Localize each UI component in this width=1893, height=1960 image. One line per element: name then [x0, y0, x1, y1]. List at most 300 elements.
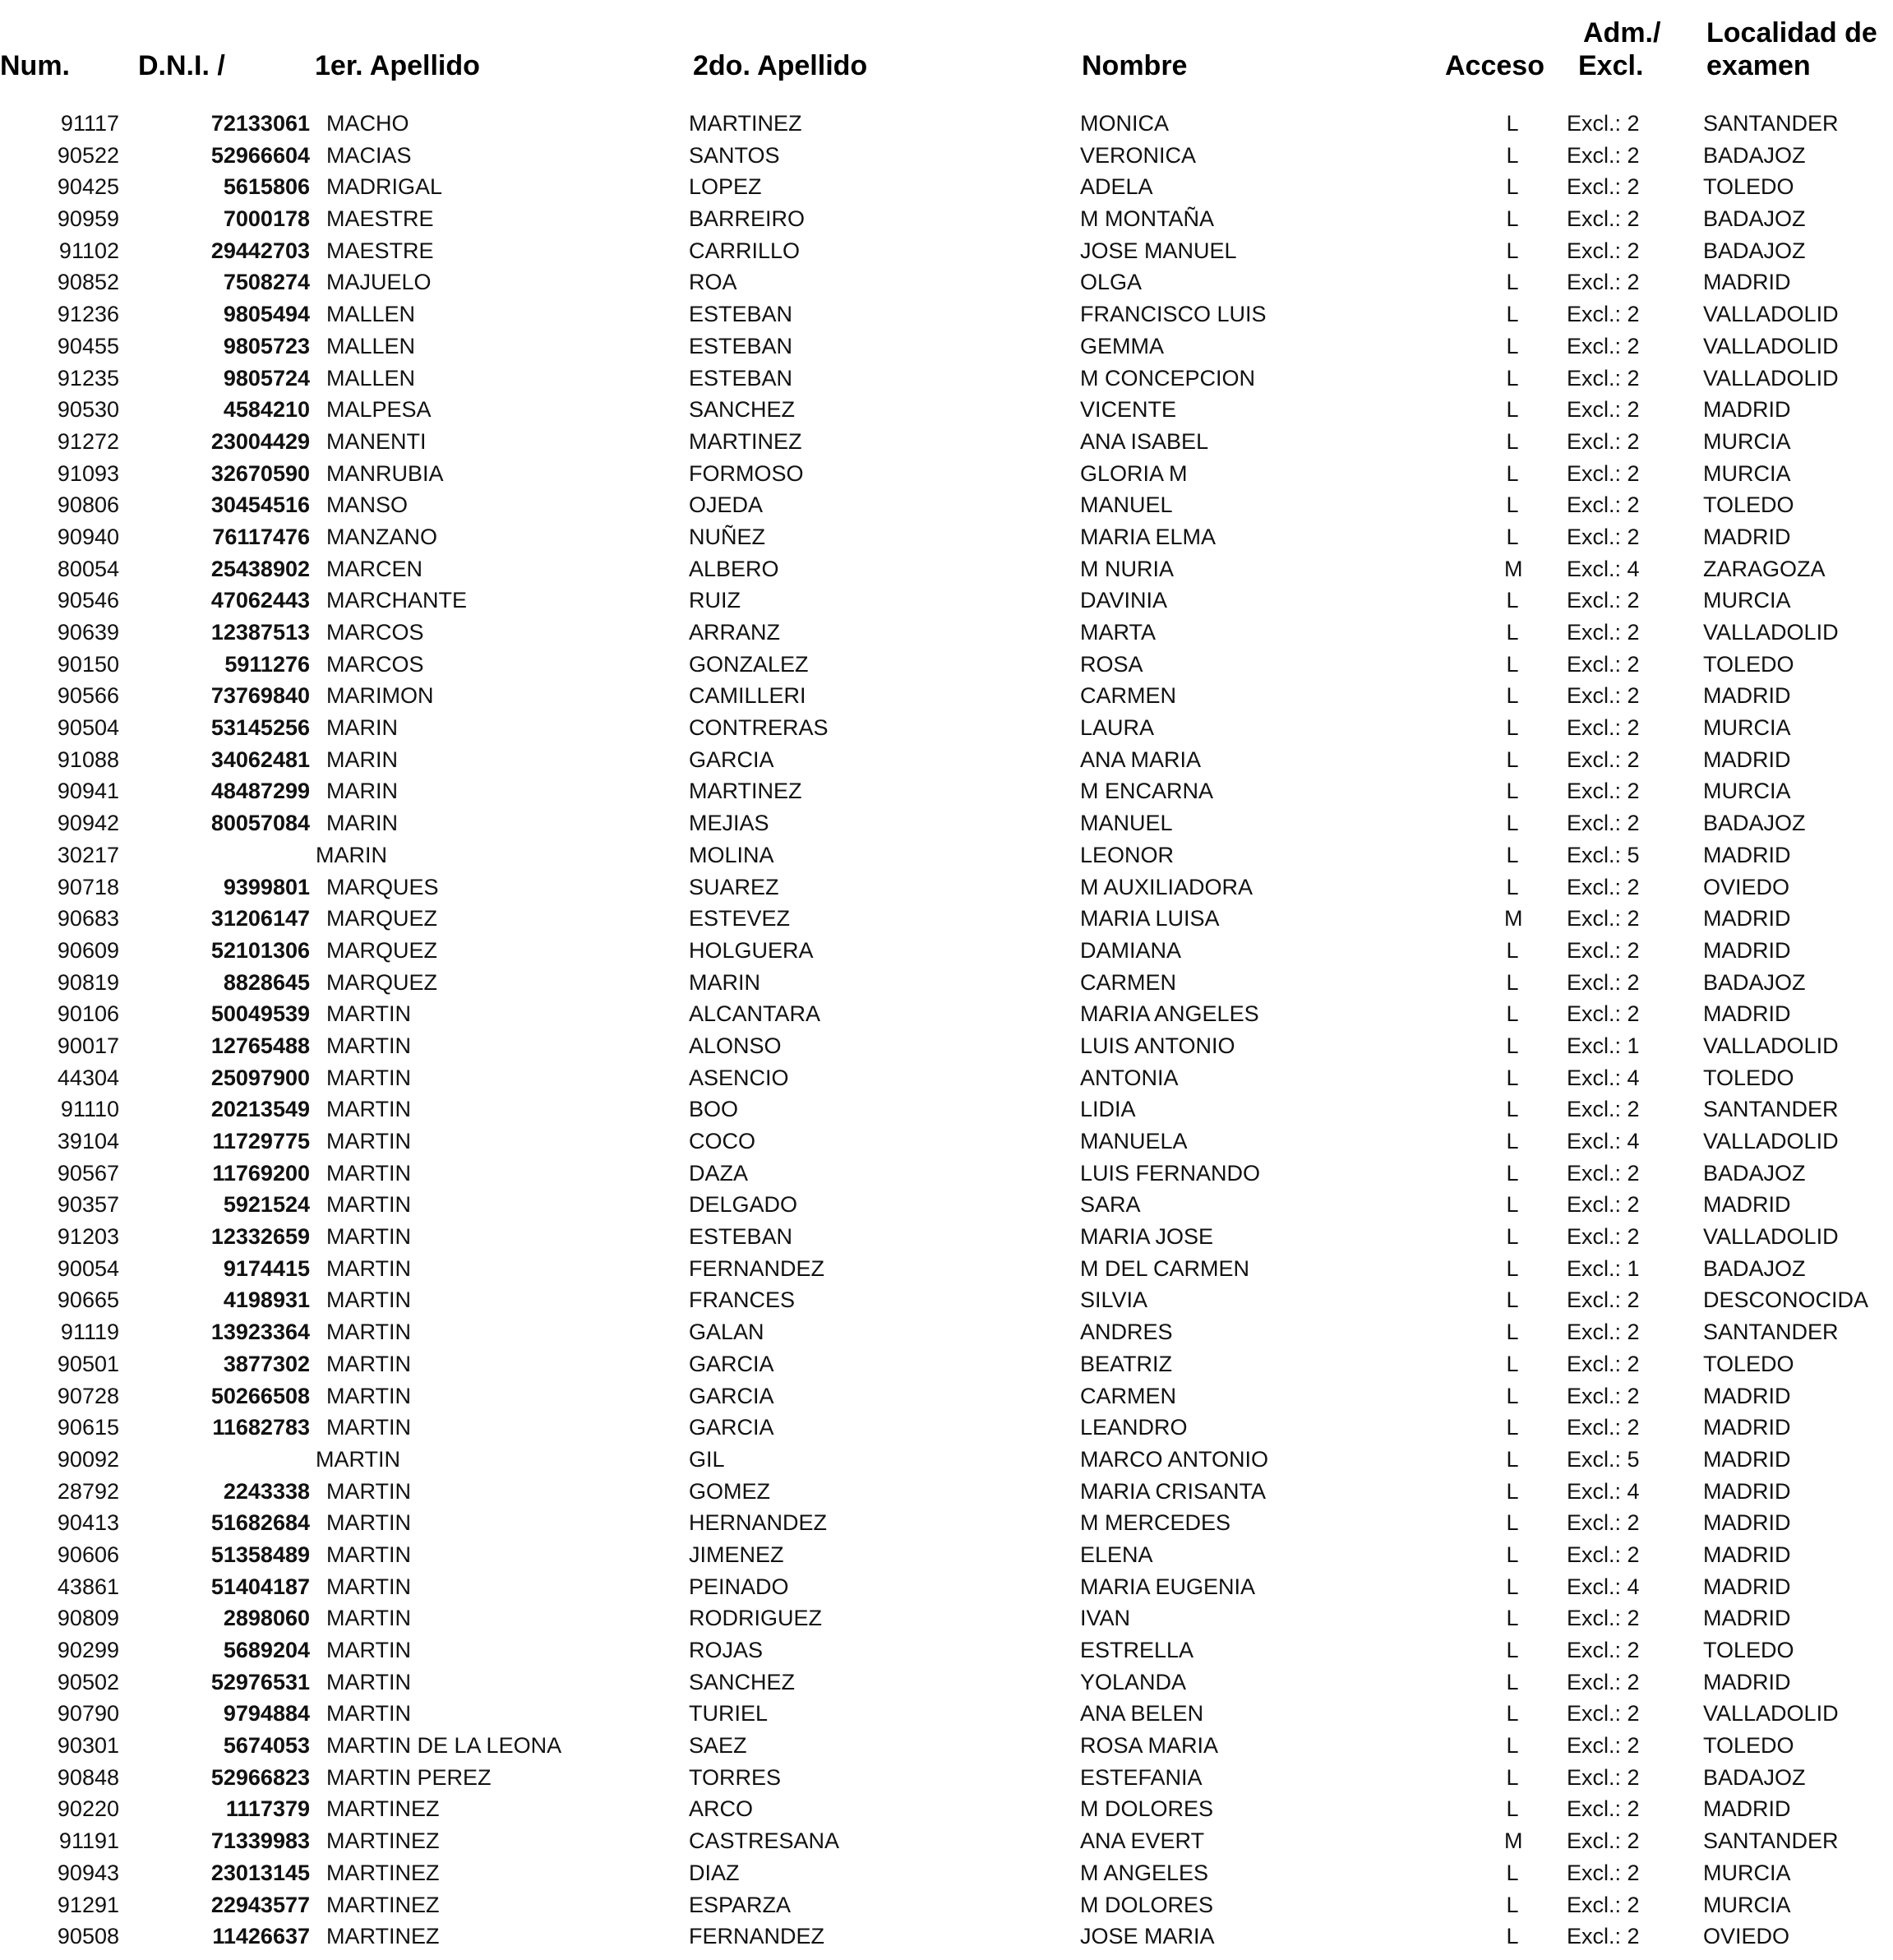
adm-excl-cell: Excl.: 1 — [1567, 1255, 1640, 1281]
adm-excl-cell: Excl.: 2 — [1567, 1828, 1640, 1854]
table-row — [0, 744, 1893, 776]
adm-excl-cell: Excl.: 2 — [1567, 937, 1640, 963]
adm-excl-cell: Excl.: 2 — [1567, 1669, 1640, 1694]
table-row — [0, 1093, 1893, 1126]
adm-excl-cell: Excl.: 2 — [1567, 270, 1640, 295]
header-adm-excl — [1578, 16, 1661, 82]
dni-cell: 34062481 — [210, 747, 310, 772]
localidad-cell: MADRID — [1703, 1796, 1791, 1822]
localidad-cell: MADRID — [1703, 1192, 1791, 1218]
apellido2-cell: GARCIA — [689, 747, 774, 772]
apellido2-cell: DIAZ — [689, 1860, 740, 1885]
nombre-cell: M DOLORES — [1080, 1892, 1214, 1917]
localidad-cell: MADRID — [1703, 1606, 1791, 1631]
localidad-cell: BADAJOZ — [1703, 1160, 1806, 1186]
adm-excl-cell: Excl.: 2 — [1567, 620, 1640, 645]
acceso-cell: L — [1506, 842, 1519, 867]
num-cell: 44304 — [57, 1065, 119, 1090]
nombre-cell: LUIS ANTONIO — [1080, 1033, 1235, 1058]
nombre-cell: MARIA LUISA — [1080, 906, 1220, 931]
table-row — [0, 521, 1893, 553]
apellido1-cell: MARTIN — [326, 1320, 412, 1345]
localidad-cell: MADRID — [1703, 1415, 1791, 1440]
num-cell: 91110 — [60, 1097, 119, 1122]
apellido1-cell: MARTIN — [326, 1415, 412, 1440]
num-cell: 90106 — [57, 1001, 119, 1027]
nombre-cell: MARTA — [1080, 620, 1157, 645]
nombre-cell: MANUEL — [1080, 492, 1173, 518]
num-cell: 90546 — [57, 588, 119, 613]
num-cell: 90092 — [57, 1446, 119, 1472]
adm-excl-cell: Excl.: 2 — [1567, 492, 1640, 518]
table-row — [0, 1380, 1893, 1412]
dni-cell: 4198931 — [223, 1287, 310, 1313]
acceso-cell: L — [1506, 1033, 1519, 1058]
num-cell: 90150 — [57, 651, 119, 677]
adm-excl-cell: Excl.: 2 — [1567, 1383, 1640, 1408]
num-cell: 91117 — [60, 111, 119, 136]
apellido2-cell: RODRIGUEZ — [689, 1606, 822, 1631]
acceso-cell: L — [1506, 1415, 1519, 1440]
apellido1-cell: MARTIN — [326, 1001, 412, 1027]
nombre-cell: CARMEN — [1080, 969, 1177, 995]
apellido2-cell: GARCIA — [689, 1415, 774, 1440]
apellido1-cell: MADRIGAL — [326, 174, 443, 200]
apellido2-cell: RUIZ — [689, 588, 741, 613]
apellido1-cell: MARCHANTE — [326, 588, 468, 613]
acceso-cell: L — [1506, 1574, 1519, 1599]
acceso-cell: L — [1506, 1478, 1519, 1504]
dni-cell: 51358489 — [210, 1542, 310, 1567]
acceso-cell: L — [1506, 1001, 1519, 1027]
adm-excl-cell: Excl.: 2 — [1567, 1097, 1640, 1122]
acceso-cell: L — [1506, 874, 1519, 899]
nombre-cell: M ENCARNA — [1080, 779, 1214, 804]
apellido2-cell: COCO — [689, 1129, 755, 1153]
dni-cell: 9805724 — [223, 365, 310, 391]
nombre-cell: LEONOR — [1080, 842, 1175, 867]
localidad-cell: MADRID — [1703, 524, 1791, 549]
adm-excl-cell: Excl.: 2 — [1567, 524, 1640, 549]
apellido2-cell: BARREIRO — [689, 206, 806, 232]
localidad-cell: VALLADOLID — [1703, 365, 1839, 391]
acceso-cell: M — [1504, 556, 1523, 581]
adm-excl-cell: Excl.: 2 — [1567, 142, 1640, 168]
acceso-cell: L — [1506, 715, 1519, 741]
localidad-cell: MURCIA — [1703, 715, 1791, 741]
apellido2-cell: GARCIA — [689, 1383, 774, 1408]
adm-excl-cell: Excl.: 2 — [1567, 874, 1640, 899]
dni-cell: 11682783 — [212, 1415, 310, 1440]
acceso-cell: L — [1506, 1638, 1519, 1662]
dni-cell: 51682684 — [210, 1510, 310, 1536]
num-cell: 90941 — [57, 779, 119, 804]
apellido1-cell: MALPESA — [326, 397, 432, 423]
apellido2-cell: MARTINEZ — [689, 428, 802, 454]
apellido1-cell: MARIN — [326, 747, 398, 772]
table-row — [0, 1730, 1893, 1762]
acceso-cell: L — [1506, 969, 1519, 995]
apellido1-cell: MAESTRE — [326, 238, 434, 263]
apellido2-cell: ESPARZA — [689, 1892, 792, 1917]
dni-cell: 25438902 — [210, 556, 310, 581]
acceso-cell: L — [1506, 620, 1519, 645]
num-cell: 90728 — [57, 1383, 119, 1408]
num-cell: 90615 — [57, 1415, 119, 1440]
apellido1-cell: MAJUELO — [326, 270, 432, 295]
adm-excl-cell: Excl.: 2 — [1567, 111, 1640, 136]
adm-excl-cell: Excl.: 2 — [1567, 1001, 1640, 1027]
apellido1-cell: MANZANO — [326, 524, 437, 549]
apellido2-cell: GIL — [689, 1446, 725, 1472]
apellido2-cell: MARTINEZ — [689, 111, 802, 136]
acceso-cell: L — [1506, 1446, 1519, 1472]
nombre-cell: LAURA — [1080, 715, 1155, 741]
adm-excl-cell: Excl.: 4 — [1567, 1478, 1640, 1504]
nombre-cell: MARIA CRISANTA — [1080, 1478, 1267, 1504]
acceso-cell: L — [1506, 1669, 1519, 1694]
adm-excl-cell: Excl.: 2 — [1567, 1701, 1640, 1727]
table-row — [0, 235, 1893, 267]
acceso-cell: L — [1506, 1701, 1519, 1727]
acceso-cell: L — [1506, 937, 1519, 963]
table-row — [0, 775, 1893, 807]
nombre-cell: ANA MARIA — [1080, 747, 1202, 772]
localidad-cell: VALLADOLID — [1703, 302, 1839, 327]
acceso-cell: L — [1506, 1510, 1519, 1536]
dni-cell: 7000178 — [223, 206, 310, 232]
num-cell: 90301 — [57, 1733, 119, 1759]
localidad-cell: TOLEDO — [1703, 1733, 1794, 1759]
apellido1-cell: MANENTI — [326, 428, 427, 454]
apellido1-cell: MARTIN PEREZ — [326, 1764, 492, 1790]
apellido2-cell: ESTEVEZ — [689, 906, 791, 931]
table-row — [0, 1666, 1893, 1699]
acceso-cell: L — [1506, 174, 1519, 200]
apellido1-cell: MARTIN — [326, 1669, 412, 1694]
apellido2-cell: CONTRERAS — [689, 715, 829, 741]
localidad-cell: MADRID — [1703, 1001, 1791, 1027]
apellido2-cell: LOPEZ — [689, 174, 762, 200]
adm-excl-cell: Excl.: 2 — [1567, 651, 1640, 677]
localidad-cell: MURCIA — [1703, 779, 1791, 804]
localidad-cell: TOLEDO — [1703, 492, 1794, 518]
dni-cell: 5689204 — [223, 1638, 310, 1662]
apellido1-cell: MARTIN — [326, 1287, 412, 1313]
localidad-cell: SANTANDER — [1703, 1097, 1839, 1122]
acceso-cell: L — [1506, 1255, 1519, 1281]
apellido1-cell: MAESTRE — [326, 206, 434, 232]
apellido2-cell: DELGADO — [689, 1192, 798, 1218]
apellido2-cell: ARCO — [689, 1796, 754, 1822]
table-row — [0, 1412, 1893, 1444]
dni-cell: 13923364 — [210, 1320, 310, 1345]
apellido1-cell: MARTINEZ — [326, 1860, 440, 1885]
apellido2-cell: FERNANDEZ — [689, 1255, 825, 1281]
localidad-cell: DESCONOCIDA — [1703, 1287, 1869, 1313]
table-row — [0, 1348, 1893, 1380]
localidad-cell: MADRID — [1703, 1542, 1791, 1567]
header-acceso: Acceso — [1445, 50, 1544, 81]
localidad-cell: BADAJOZ — [1703, 811, 1806, 836]
num-cell: 90567 — [57, 1160, 119, 1186]
table-row — [0, 712, 1893, 744]
nombre-cell: M DEL CARMEN — [1080, 1255, 1250, 1281]
num-cell: 91236 — [57, 302, 119, 327]
adm-excl-cell: Excl.: 2 — [1567, 1415, 1640, 1440]
num-cell: 90504 — [57, 715, 119, 741]
adm-excl-cell: Excl.: 2 — [1567, 365, 1640, 391]
dni-cell: 48487299 — [210, 779, 310, 804]
apellido2-cell: JIMENEZ — [689, 1542, 784, 1567]
table-row — [0, 585, 1893, 617]
apellido2-cell: MEJIAS — [689, 811, 769, 836]
table-row — [0, 1476, 1893, 1508]
table-row — [0, 458, 1893, 490]
adm-excl-cell: Excl.: 2 — [1567, 588, 1640, 613]
header-nombre: Nombre — [1082, 50, 1188, 81]
nombre-cell: VERONICA — [1080, 142, 1197, 168]
adm-excl-cell: Excl.: 4 — [1567, 1129, 1640, 1153]
table-row — [0, 1825, 1893, 1857]
num-cell: 91119 — [60, 1320, 119, 1345]
acceso-cell: L — [1506, 1224, 1519, 1250]
acceso-cell: L — [1506, 524, 1519, 549]
adm-excl-cell: Excl.: 2 — [1567, 747, 1640, 772]
candidate-list — [0, 108, 1893, 1953]
num-cell: 90718 — [57, 874, 119, 899]
adm-excl-cell: Excl.: 2 — [1567, 1638, 1640, 1662]
dni-cell: 80057084 — [210, 811, 310, 836]
localidad-cell: VALLADOLID — [1703, 1701, 1839, 1727]
acceso-cell: L — [1506, 1383, 1519, 1408]
dni-cell: 12387513 — [210, 620, 310, 645]
dni-cell: 52101306 — [210, 937, 310, 963]
apellido2-cell: HERNANDEZ — [689, 1510, 828, 1536]
apellido2-cell: BOO — [689, 1097, 739, 1122]
acceso-cell: L — [1506, 1892, 1519, 1917]
dni-cell: 23013145 — [210, 1860, 310, 1885]
table-row — [0, 1030, 1893, 1062]
table-row — [0, 203, 1893, 235]
table-row — [0, 1189, 1893, 1221]
apellido1-cell: MARTIN — [326, 1351, 412, 1376]
table-row — [0, 680, 1893, 712]
num-cell: 90942 — [57, 811, 119, 836]
num-cell: 90501 — [57, 1351, 119, 1376]
num-cell: 39104 — [57, 1129, 119, 1153]
apellido2-cell: SUAREZ — [689, 874, 779, 899]
localidad-cell: BADAJOZ — [1703, 238, 1806, 263]
num-cell: 90809 — [57, 1606, 119, 1631]
adm-excl-cell: Excl.: 2 — [1567, 715, 1640, 741]
acceso-cell: L — [1506, 206, 1519, 232]
apellido1-cell: MARTIN — [316, 1446, 401, 1472]
header-adm-line1: Adm./ — [1583, 17, 1661, 49]
localidad-cell: BADAJOZ — [1703, 969, 1806, 995]
apellido1-cell: MARTINEZ — [326, 1828, 440, 1854]
apellido2-cell: CARRILLO — [689, 238, 801, 263]
adm-excl-cell: Excl.: 2 — [1567, 1764, 1640, 1790]
apellido1-cell: MARTIN — [326, 1192, 412, 1218]
apellido1-cell: MARTIN — [326, 1510, 412, 1536]
apellido1-cell: MACIAS — [326, 142, 412, 168]
adm-excl-cell: Excl.: 2 — [1567, 1733, 1640, 1759]
apellido2-cell: ARRANZ — [689, 620, 781, 645]
apellido2-cell: GALAN — [689, 1320, 764, 1345]
dni-cell: 51404187 — [210, 1574, 310, 1599]
table-row — [0, 489, 1893, 521]
apellido2-cell: GARCIA — [689, 1351, 774, 1376]
header-num: Num. — [0, 50, 70, 81]
apellido1-cell: MARTIN — [326, 1478, 412, 1504]
acceso-cell: L — [1506, 683, 1519, 709]
nombre-cell: LIDIA — [1080, 1097, 1136, 1122]
localidad-cell: MADRID — [1703, 937, 1791, 963]
table-row — [0, 363, 1893, 395]
nombre-cell: MARCO ANTONIO — [1080, 1446, 1269, 1472]
table-row — [0, 266, 1893, 298]
nombre-cell: GEMMA — [1080, 333, 1165, 358]
dni-cell: 3877302 — [223, 1351, 310, 1376]
apellido2-cell: ESTEBAN — [689, 1224, 793, 1250]
acceso-cell: L — [1506, 779, 1519, 804]
apellido2-cell: TURIEL — [689, 1701, 769, 1727]
localidad-cell: MADRID — [1703, 1574, 1791, 1599]
acceso-cell: L — [1506, 1160, 1519, 1186]
table-row — [0, 1762, 1893, 1794]
acceso-cell: L — [1506, 238, 1519, 263]
apellido1-cell: MARQUEZ — [326, 937, 437, 963]
dni-cell: 52966604 — [210, 142, 310, 168]
apellido1-cell: MARTIN — [326, 1701, 412, 1727]
apellido1-cell: MARIN — [326, 779, 398, 804]
adm-excl-cell: Excl.: 2 — [1567, 428, 1640, 454]
nombre-cell: VICENTE — [1080, 397, 1177, 423]
num-cell: 90806 — [57, 492, 119, 518]
nombre-cell: M NURIA — [1080, 556, 1174, 581]
nombre-cell: ROSA — [1080, 651, 1143, 677]
num-cell: 28792 — [57, 1478, 119, 1504]
dni-cell: 47062443 — [210, 588, 310, 613]
nombre-cell: ANA EVERT — [1080, 1828, 1205, 1854]
apellido1-cell: MANRUBIA — [326, 460, 444, 486]
apellido1-cell: MARIN — [326, 715, 398, 741]
acceso-cell: L — [1506, 1287, 1519, 1313]
acceso-cell: M — [1504, 1828, 1523, 1854]
apellido2-cell: CAMILLERI — [689, 683, 806, 709]
apellido1-cell: MARTINEZ — [326, 1892, 440, 1917]
apellido2-cell: ESTEBAN — [689, 302, 793, 327]
localidad-cell: BADAJOZ — [1703, 206, 1806, 232]
nombre-cell: M ANGELES — [1080, 1860, 1209, 1885]
acceso-cell: L — [1506, 811, 1519, 836]
apellido1-cell: MARTIN DE LA LEONA — [326, 1733, 562, 1759]
table-row — [0, 1253, 1893, 1285]
localidad-cell: MURCIA — [1703, 428, 1791, 454]
acceso-cell: L — [1506, 460, 1519, 486]
adm-excl-cell: Excl.: 4 — [1567, 1065, 1640, 1090]
nombre-cell: DAVINIA — [1080, 588, 1168, 613]
localidad-cell: BADAJOZ — [1703, 1764, 1806, 1790]
acceso-cell: L — [1506, 588, 1519, 613]
acceso-cell: L — [1506, 111, 1519, 136]
acceso-cell: L — [1506, 1065, 1519, 1090]
apellido1-cell: MARTIN — [326, 1255, 412, 1281]
table-row — [0, 967, 1893, 999]
apellido1-cell: MALLEN — [326, 333, 416, 358]
acceso-cell: L — [1506, 428, 1519, 454]
acceso-cell: L — [1506, 1796, 1519, 1822]
acceso-cell: L — [1506, 1606, 1519, 1631]
localidad-cell: MADRID — [1703, 747, 1791, 772]
num-cell: 90530 — [57, 397, 119, 423]
nombre-cell: LUIS FERNANDO — [1080, 1160, 1261, 1186]
dni-cell: 12765488 — [210, 1033, 310, 1058]
num-cell: 90683 — [57, 906, 119, 931]
dni-cell: 1117379 — [225, 1796, 310, 1822]
dni-cell: 52966823 — [210, 1764, 310, 1790]
num-cell: 90054 — [57, 1255, 119, 1281]
acceso-cell: L — [1506, 270, 1519, 295]
table-row — [0, 1634, 1893, 1666]
num-cell: 90790 — [57, 1701, 119, 1727]
num-cell: 91272 — [57, 428, 119, 454]
adm-excl-cell: Excl.: 2 — [1567, 1924, 1640, 1949]
table-row — [0, 298, 1893, 331]
num-cell: 90606 — [57, 1542, 119, 1567]
apellido1-cell: MARTIN — [326, 1033, 412, 1058]
acceso-cell: L — [1506, 1924, 1519, 1949]
dni-cell: 7508274 — [223, 270, 310, 295]
num-cell: 43861 — [57, 1574, 119, 1599]
acceso-cell: L — [1506, 1192, 1519, 1218]
localidad-cell: TOLEDO — [1703, 1351, 1794, 1376]
acceso-cell: L — [1506, 1320, 1519, 1345]
localidad-cell: MADRID — [1703, 842, 1791, 867]
table-row — [0, 1857, 1893, 1889]
dni-cell: 5615806 — [223, 174, 310, 200]
apellido2-cell: GOMEZ — [689, 1478, 770, 1504]
apellido1-cell: MARCOS — [326, 651, 424, 677]
localidad-cell: VALLADOLID — [1703, 1033, 1839, 1058]
num-cell: 90609 — [57, 937, 119, 963]
adm-excl-cell: Excl.: 1 — [1567, 1033, 1640, 1058]
nombre-cell: OLGA — [1080, 270, 1143, 295]
nombre-cell: M MERCEDES — [1080, 1510, 1231, 1536]
apellido1-cell: MANSO — [326, 492, 409, 518]
apellido1-cell: MARTIN — [326, 1097, 412, 1122]
localidad-cell: VALLADOLID — [1703, 1129, 1839, 1153]
nombre-cell: BEATRIZ — [1080, 1351, 1173, 1376]
num-cell: 91088 — [57, 747, 119, 772]
dni-cell: 71339983 — [210, 1828, 310, 1854]
adm-excl-cell: Excl.: 2 — [1567, 302, 1640, 327]
num-cell: 90425 — [57, 174, 119, 200]
header-apellido1: 1er. Apellido — [315, 50, 480, 81]
table-row — [0, 553, 1893, 585]
adm-excl-cell: Excl.: 5 — [1567, 1446, 1640, 1472]
localidad-cell: MURCIA — [1703, 1892, 1791, 1917]
table-row — [0, 1571, 1893, 1603]
apellido2-cell: SAEZ — [689, 1733, 747, 1759]
num-cell: 90852 — [57, 270, 119, 295]
header-apellido2: 2do. Apellido — [693, 50, 868, 81]
localidad-cell: MADRID — [1703, 1446, 1791, 1472]
dni-cell: 76117476 — [212, 524, 310, 549]
localidad-cell: SANTANDER — [1703, 111, 1839, 136]
apellido2-cell: MARIN — [689, 969, 760, 995]
